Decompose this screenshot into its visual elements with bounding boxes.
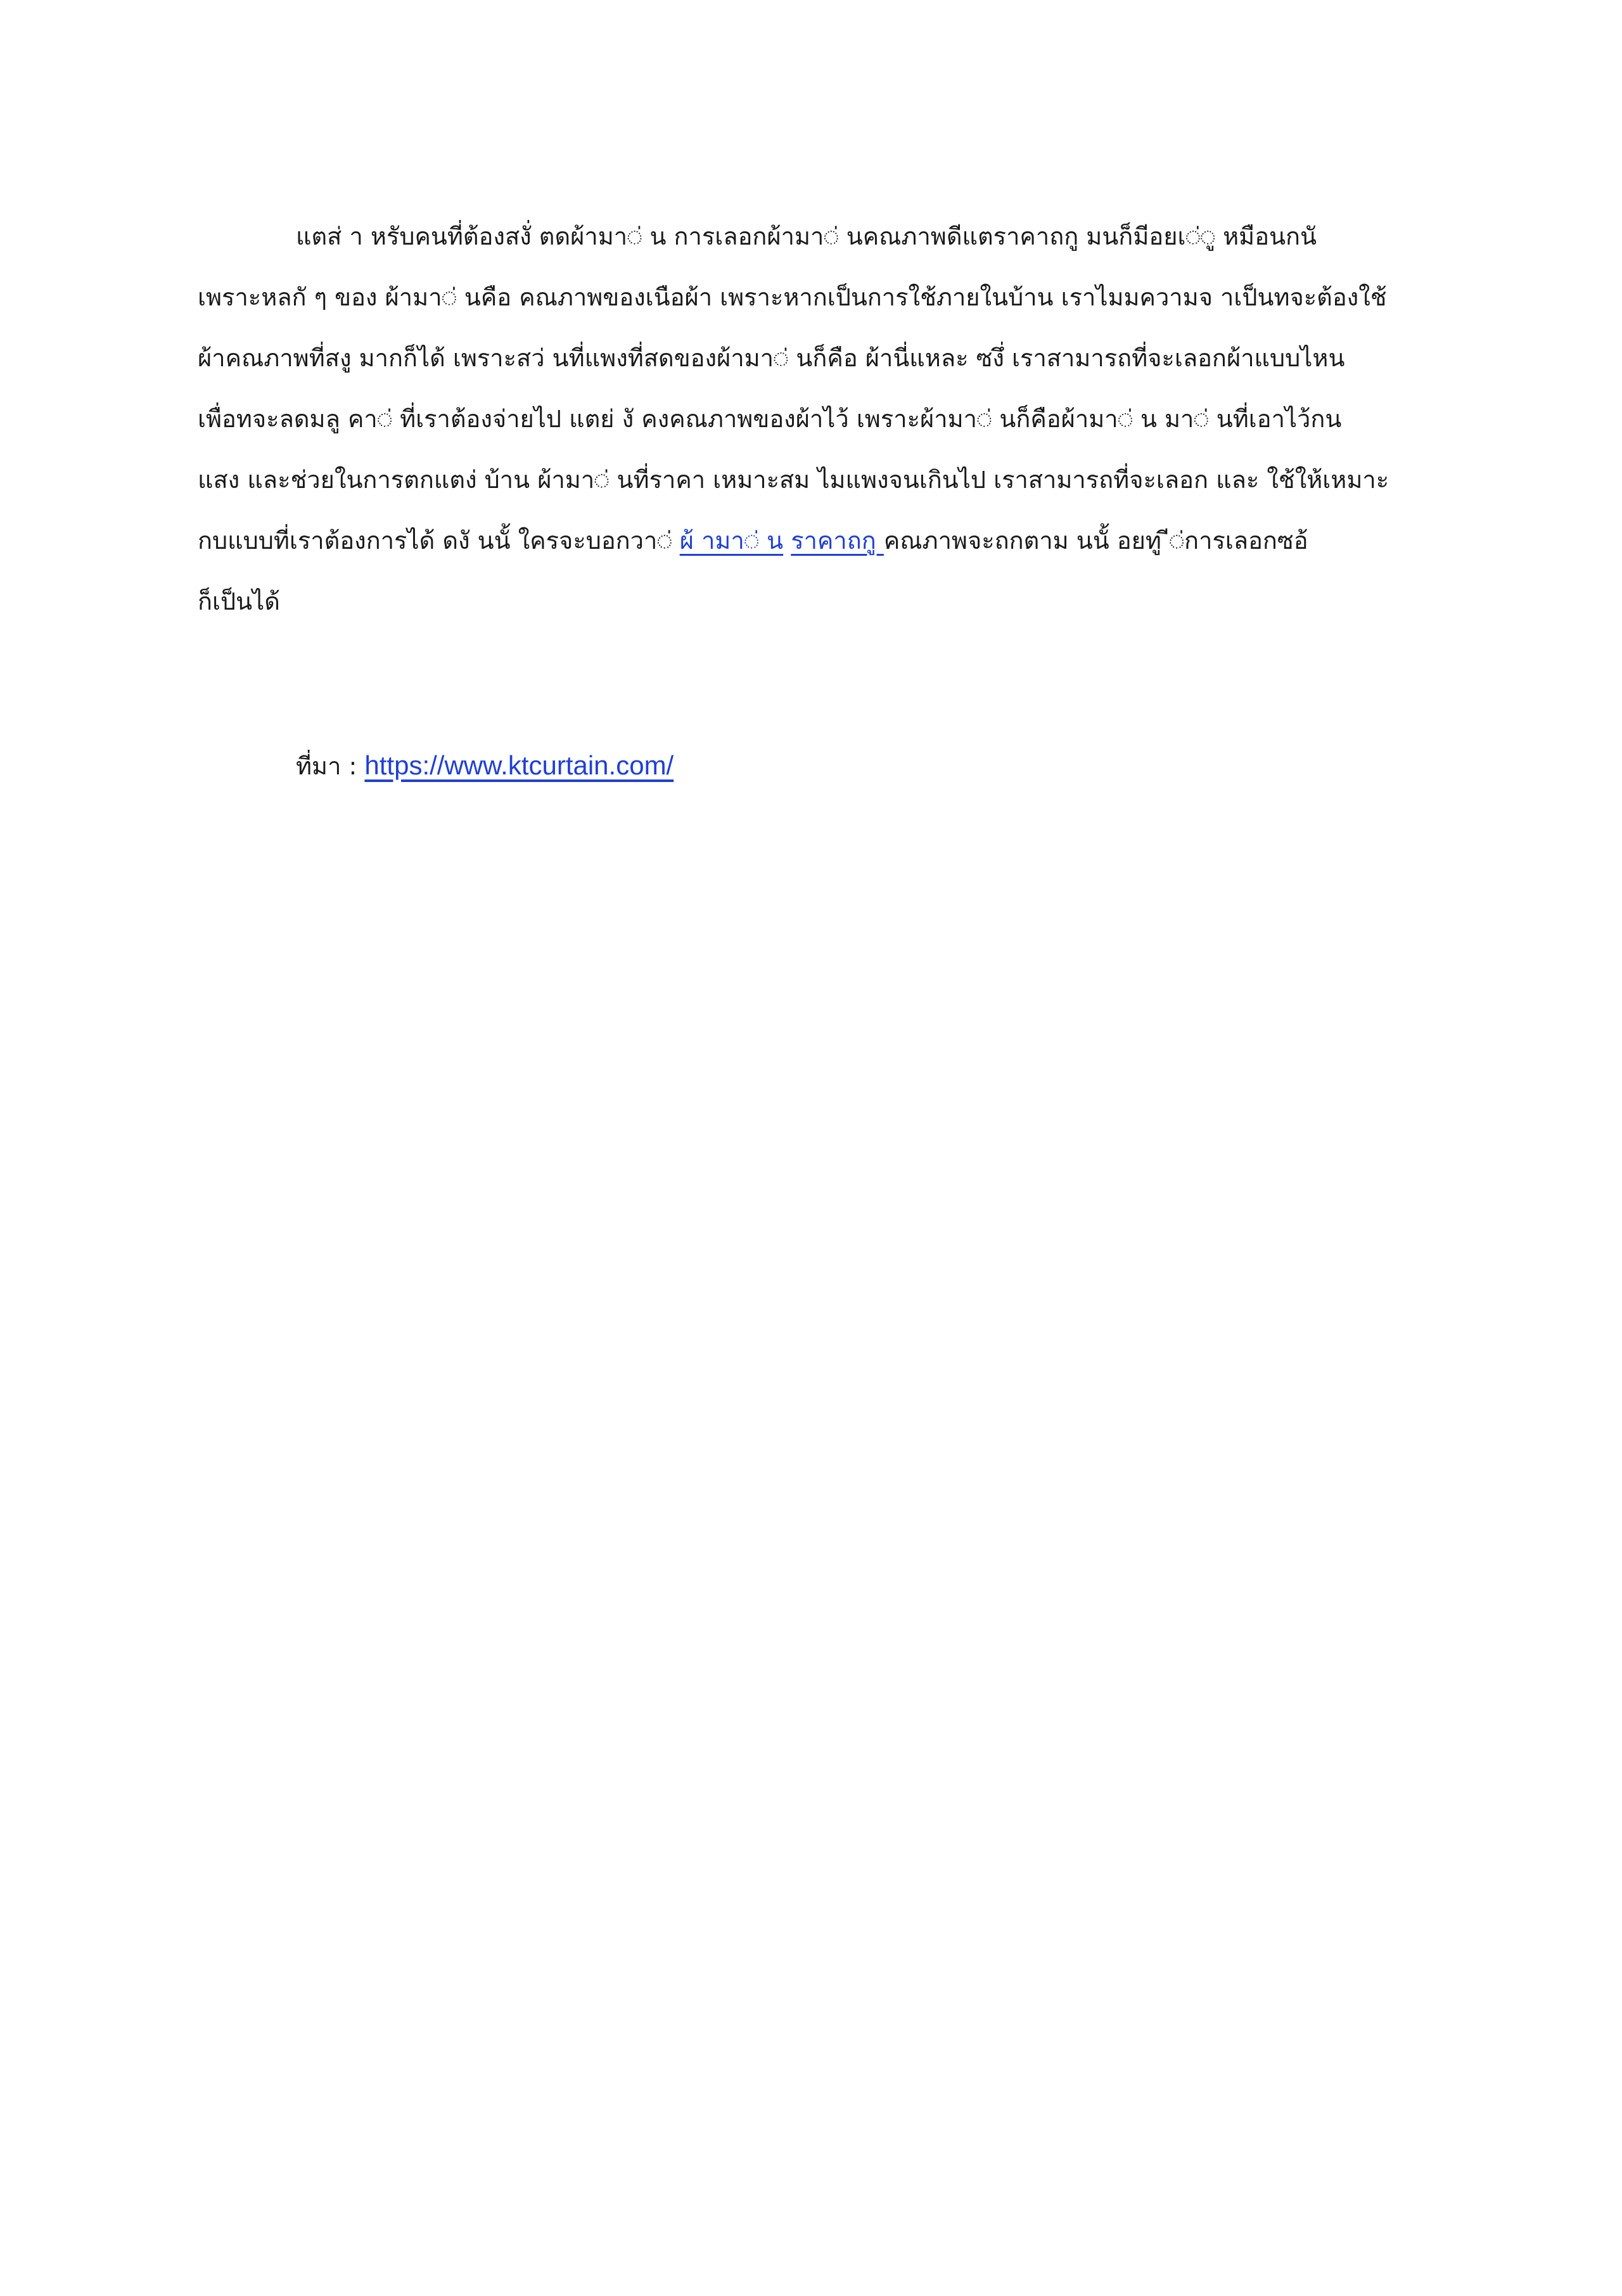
source-url-link[interactable]: https://www.ktcurtain.com/ (364, 750, 674, 780)
paragraph-line-1: แตส่ า หรับคนที่ต้องสงั่ ตดผ้ามา◌่ น การเลอกผ้ามา◌่ นคณภาพดีแตราคาถกู มนก็มีอยเ◌่◌ู หมือนกนั (296, 222, 1317, 250)
source-citation (296, 735, 674, 797)
paragraph-line-7: ก็เป็นได้ (198, 587, 280, 615)
source-label: ที่มา : (296, 752, 365, 780)
paragraph-line-3: ผ้าคณภาพที่สงู มากก็ได้ เพราะสว่ นที่แพงที่สดของผ้ามา◌่ นก็คือ ผ้านี่แหละ ซงึ่ เราสามารถที่จะเลอกผ้าแบบไหน (198, 344, 1345, 372)
curtain-link[interactable]: ผ้ ามา◌่ น (679, 527, 784, 555)
paragraph-line-4: เพื่อทจะลดมลู คา◌่ ที่เราต้องจ่ายไป แตย่ งั คงคณภาพของผ้าไว้ เพราะผ้ามา◌่ นก็คือผ้ามา◌่ น มา◌่ นที่เอาไว้กน (198, 405, 1342, 433)
paragraph-line-6 (198, 510, 1433, 571)
line-6-text-before: กบแบบที่เราต้องการได้ ดงั นนั้ ใครจะบอกวา◌่ (198, 527, 680, 555)
paragraph-line-5: แสง และช่วยในการตกแตง่ บ้าน ผ้ามา◌่ นที่ราคา เหมาะสม ไมแพงจนเกินไป เราสามารถที่จะเลอก และ ใช้ให้เหมาะ (198, 466, 1389, 494)
line-6-text-after: คณภาพจะถกตาม นนั้ อยทู ี◌่การเลอกซอ้ (883, 527, 1308, 555)
paragraph-line-2: เพราะหลกั ๆ ของ ผ้ามา◌่ นคือ คณภาพของเนือผ้า เพราะหากเป็นการใช้ภายในบ้าน เราไมมความจ าเป็นทจะต้องใช้ (198, 283, 1387, 311)
body-paragraph (198, 206, 1433, 632)
cheap-price-link[interactable]: ราคาถกู (791, 527, 884, 555)
